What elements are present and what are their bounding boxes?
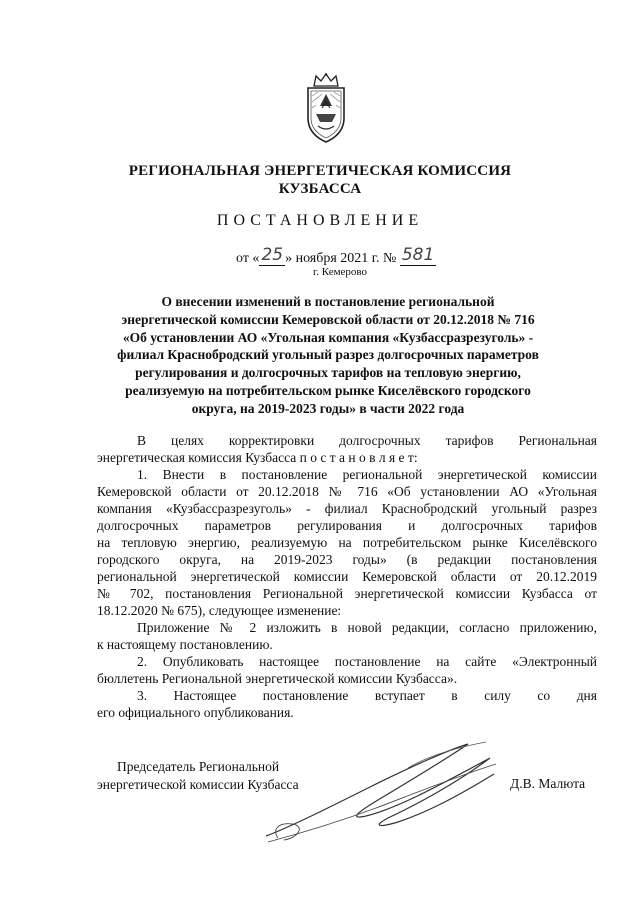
item1-line: 1. Внести в постановление региональной энергетической комиссии [137, 467, 597, 482]
item1-line: на тепловую энергию, реализуемую на потребительском рынке Киселёвского [97, 535, 597, 550]
item2-line: бюллетень Региональной энергетической комиссии Кузбасса». [97, 671, 458, 686]
item1-line: Кемеровской области от 20.12.2018 № 716 «Об установлении АО «Угольная [97, 484, 597, 499]
item1-line: 18.12.2020 № 675), следующее изменение: [97, 603, 342, 618]
handwritten-signature [258, 738, 508, 848]
intro-line: энергетическая комиссия Кузбасса п о с т а н о в л я е т: [97, 450, 418, 465]
item3-line: 3. Настоящее постановление вступает в силу со дня [137, 688, 597, 703]
document-body [97, 432, 597, 721]
item1-sub-line: Приложение № 2 изложить в новой редакции, согласно приложению, [137, 620, 597, 635]
org-name-line1: РЕГИОНАЛЬНАЯ ЭНЕРГЕТИЧЕСКАЯ КОМИССИЯ [128, 163, 512, 179]
subject-line: реализуемую на потребительском рынке Киселёвского городского [125, 382, 531, 398]
org-name-line2: КУЗБАССА [278, 181, 362, 197]
item1-line: компания «Кузбассразрезуголь» - филиал Краснобродский угольный разрез [97, 501, 597, 516]
item3-line: его официального опубликования. [97, 705, 294, 720]
date-prefix: от « [236, 251, 260, 266]
subject-line: филиал Краснобродский угольный разрез долгосрочных параметров [117, 347, 539, 363]
subject-line: энергетической комиссии Кемеровской области от 20.12.2018 № 716 [121, 311, 535, 327]
item1-line: № 702, постановления Региональной энергетической комиссии Кузбасса от [97, 586, 597, 601]
signatory-name: Д.В. Малюта [510, 776, 586, 791]
item1-line: городского округа, на 2019-2023 годы» (в редакции постановления [97, 552, 597, 567]
document-subject [108, 293, 548, 418]
intro-line: В целях корректировки долгосрочных тарифов Региональная [137, 433, 597, 448]
item1-line: региональной энергетической комиссии Кемеровской области от 20.12.2019 [97, 569, 597, 584]
document-number-handwritten: 581 [401, 245, 435, 265]
document-date [236, 247, 436, 268]
subject-line: округа, на 2019-2023 годы» в части 2022 года [191, 400, 465, 416]
document-city: г. Кемерово [313, 266, 368, 278]
item2-line: 2. Опубликовать настоящее постановление на сайте «Электронный [137, 654, 597, 669]
item1-sub-line: к настоящему постановлению. [97, 637, 273, 652]
coat-of-arms-emblem [302, 72, 350, 144]
date-month-year: » ноября 2021 г. № [285, 251, 397, 266]
document-type: ПОСТАНОВЛЕНИЕ [216, 212, 424, 229]
signatory-title-line2: энергетической комиссии Кузбасса [97, 777, 299, 792]
subject-line: О внесении изменений в постановление региональной [161, 294, 495, 309]
item1-line: долгосрочных параметров регулирования и долгосрочных тарифов [97, 518, 597, 533]
subject-line: регулирования и долгосрочных тарифов на тепловую энергию, [135, 365, 521, 381]
signatory-title-line1: Председатель Региональной [117, 759, 280, 774]
date-day-handwritten: 25 [261, 245, 284, 265]
subject-line: «Об установлении АО «Угольная компания «Кузбассразрезуголь» - [122, 329, 534, 345]
